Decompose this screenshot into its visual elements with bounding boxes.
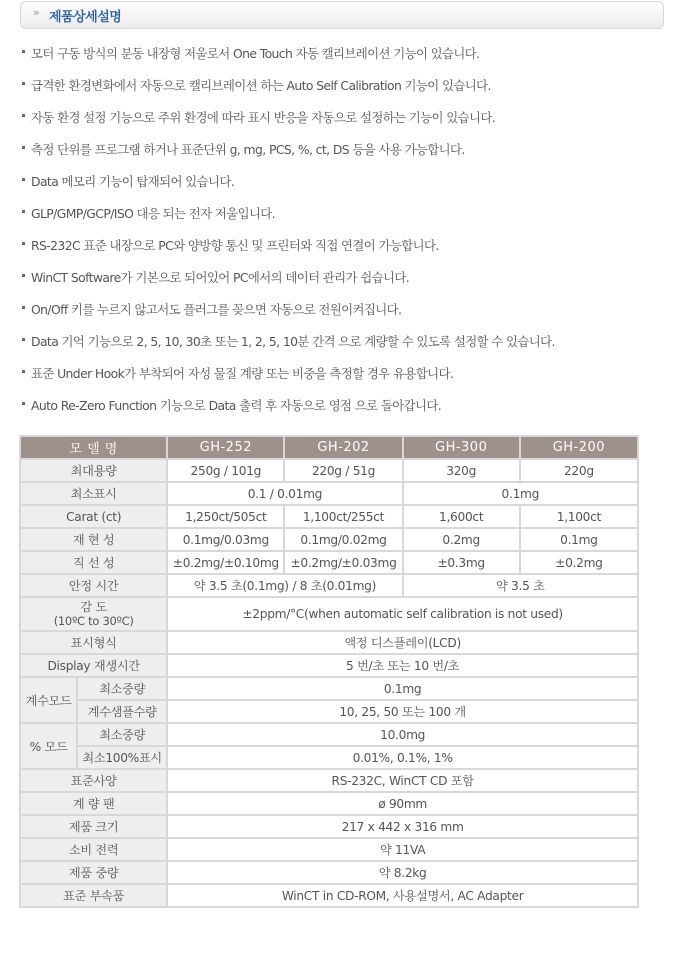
row-label: 안정 시간: [20, 574, 167, 597]
row-label: 계수샘플수량: [77, 700, 167, 723]
feature-item: 급격한 환경변화에서 자동으로 캘리브레이션 하는 Auto Self Calibration 기능이 있습니다.: [22, 76, 672, 108]
row-label-main: 감 도: [80, 600, 107, 614]
cell-value: 0.1mg: [167, 677, 638, 700]
table-row: [20, 631, 638, 654]
section-title: 제품상세설명: [49, 10, 122, 25]
cell-value: 0.1mg/0.02mg: [284, 528, 402, 551]
table-row: [20, 838, 638, 861]
section-header: [20, 1, 664, 29]
cell-value: 약 3.5 초(0.1mg) / 8 초(0.01mg): [167, 574, 402, 597]
table-row: [20, 459, 638, 482]
feature-item: Data 메모리 기능이 탑재되어 있습니다.: [22, 172, 672, 204]
table-row: [20, 677, 638, 700]
row-label: 최소중량: [77, 723, 167, 746]
cell-value: 250g / 101g: [167, 459, 284, 482]
table-row: [20, 574, 638, 597]
bullet-icon: [22, 402, 25, 405]
table-row: [20, 723, 638, 746]
cell-value: 1,600ct: [403, 505, 520, 528]
feature-item: 모터 구동 방식의 분동 내장형 저울로서 One Touch 자동 캘리브레이션 기능이 있습니다.: [22, 44, 672, 76]
spec-table: [19, 435, 639, 908]
cell-value: 약 11VA: [167, 838, 638, 861]
cell-value: 0.1 / 0.01mg: [167, 482, 402, 505]
cell-value: 액정 디스플레이(LCD): [167, 631, 638, 654]
cell-value: 약 8.2kg: [167, 861, 638, 884]
row-label: 최소중량: [77, 677, 167, 700]
bullet-icon: [22, 306, 25, 309]
feature-list: [22, 44, 672, 428]
table-row: [20, 654, 638, 677]
row-label: 제품 중량: [20, 861, 167, 884]
cell-value: 0.2mg: [403, 528, 520, 551]
cell-value: 1,100ct: [520, 505, 638, 528]
header-model: GH-300: [403, 436, 520, 459]
row-label: 계 량 팬: [20, 792, 167, 815]
table-row: [20, 769, 638, 792]
cell-value: 0.1mg/0.03mg: [167, 528, 284, 551]
cell-value: 217 x 442 x 316 mm: [167, 815, 638, 838]
feature-item: On/Off 키를 누르지 않고서도 플러그를 꽂으면 자동으로 전원이켜집니다.: [22, 300, 672, 332]
feature-item: Auto Re-Zero Function 기능으로 Data 출력 후 자동으로 영점 으로 돌아갑니다.: [22, 396, 672, 428]
table-row: [20, 746, 638, 769]
table-row: [20, 861, 638, 884]
row-label: 표시형식: [20, 631, 167, 654]
cell-value: 약 3.5 초: [403, 574, 638, 597]
feature-item: 표준 Under Hook가 부착되어 자성 물질 계량 또는 비중을 측정할 경우 유용합니다.: [22, 364, 672, 396]
row-label: Carat (ct): [20, 505, 167, 528]
cell-value: RS-232C, WinCT CD 포함: [167, 769, 638, 792]
bullet-icon: [22, 210, 25, 213]
feature-item: WinCT Software가 기본으로 되어있어 PC에서의 데이터 관리가 쉽습니다.: [22, 268, 672, 300]
cell-value: 10.0mg: [167, 723, 638, 746]
row-label-sub: (10ºC to 30ºC): [53, 614, 134, 628]
row-label: Display 재생시간: [20, 654, 167, 677]
feature-item: RS-232C 표준 내장으로 PC와 양방향 통신 및 프린터와 직접 연결이 가능합니다.: [22, 236, 672, 268]
bullet-icon: [22, 242, 25, 245]
row-label: [20, 597, 167, 631]
group-label: % 모드: [20, 723, 77, 769]
row-label: 최소100%표시: [77, 746, 167, 769]
row-label: 직 선 성: [20, 551, 167, 574]
row-label: 최소표시: [20, 482, 167, 505]
header-model: GH-200: [520, 436, 638, 459]
feature-item: 측정 단위를 프로그램 하거나 표준단위 g, mg, PCS, %, ct, DS 등을 사용 가능합니다.: [22, 140, 672, 172]
cell-value: 1,100ct/255ct: [284, 505, 402, 528]
cell-value: ±0.2mg/±0.10mg: [167, 551, 284, 574]
group-label: 계수모드: [20, 677, 77, 723]
cell-value: 0.01%, 0.1%, 1%: [167, 746, 638, 769]
table-row: [20, 792, 638, 815]
table-row: [20, 597, 638, 631]
row-label: 재 현 성: [20, 528, 167, 551]
cell-value: 220g: [520, 459, 638, 482]
table-row: [20, 505, 638, 528]
bullet-icon: [22, 146, 25, 149]
bullet-icon: [22, 114, 25, 117]
table-row: [20, 884, 638, 907]
table-row: [20, 815, 638, 838]
bullet-icon: [22, 274, 25, 277]
cell-value: 1,250ct/505ct: [167, 505, 284, 528]
cell-value: WinCT in CD-ROM, 사용설명서, AC Adapter: [167, 884, 638, 907]
cell-value: 10, 25, 50 또는 100 개: [167, 700, 638, 723]
feature-item: Data 기억 기능으로 2, 5, 10, 30초 또는 1, 2, 5, 10분 간격 으로 계량할 수 있도록 설정할 수 있습니다.: [22, 332, 672, 364]
row-label: 표준사양: [20, 769, 167, 792]
row-label: 표준 부속품: [20, 884, 167, 907]
cell-value: ±0.2mg/±0.03mg: [284, 551, 402, 574]
header-model-label: 모 델 명: [20, 436, 167, 459]
table-row: [20, 528, 638, 551]
bullet-icon: [22, 50, 25, 53]
header-model: GH-202: [284, 436, 402, 459]
bullet-icon: [22, 178, 25, 181]
row-label: 제품 크기: [20, 815, 167, 838]
bullet-icon: [22, 338, 25, 341]
header-model: GH-252: [167, 436, 284, 459]
cell-value: 5 번/초 또는 10 번/초: [167, 654, 638, 677]
cell-value: 220g / 51g: [284, 459, 402, 482]
cell-value: ±2ppm/°C(when automatic self calibration is not used): [167, 597, 638, 631]
row-label: 소비 전력: [20, 838, 167, 861]
table-row: [20, 551, 638, 574]
cell-value: 0.1mg: [403, 482, 638, 505]
row-label: 최대용량: [20, 459, 167, 482]
cell-value: 0.1mg: [520, 528, 638, 551]
bullet-icon: [22, 370, 25, 373]
bullet-icon: [22, 82, 25, 85]
table-header-row: [20, 436, 638, 459]
table-row: [20, 482, 638, 505]
feature-item: 자동 환경 설정 기능으로 주위 환경에 따라 표시 반응을 자동으로 설정하는 기능이 있습니다.: [22, 108, 672, 140]
double-chevron-icon: »: [33, 6, 40, 19]
table-row: [20, 700, 638, 723]
feature-item: GLP/GMP/GCP/ISO 대응 되는 전자 저울입니다.: [22, 204, 672, 236]
cell-value: ø 90mm: [167, 792, 638, 815]
cell-value: ±0.2mg: [520, 551, 638, 574]
cell-value: 320g: [403, 459, 520, 482]
cell-value: ±0.3mg: [403, 551, 520, 574]
